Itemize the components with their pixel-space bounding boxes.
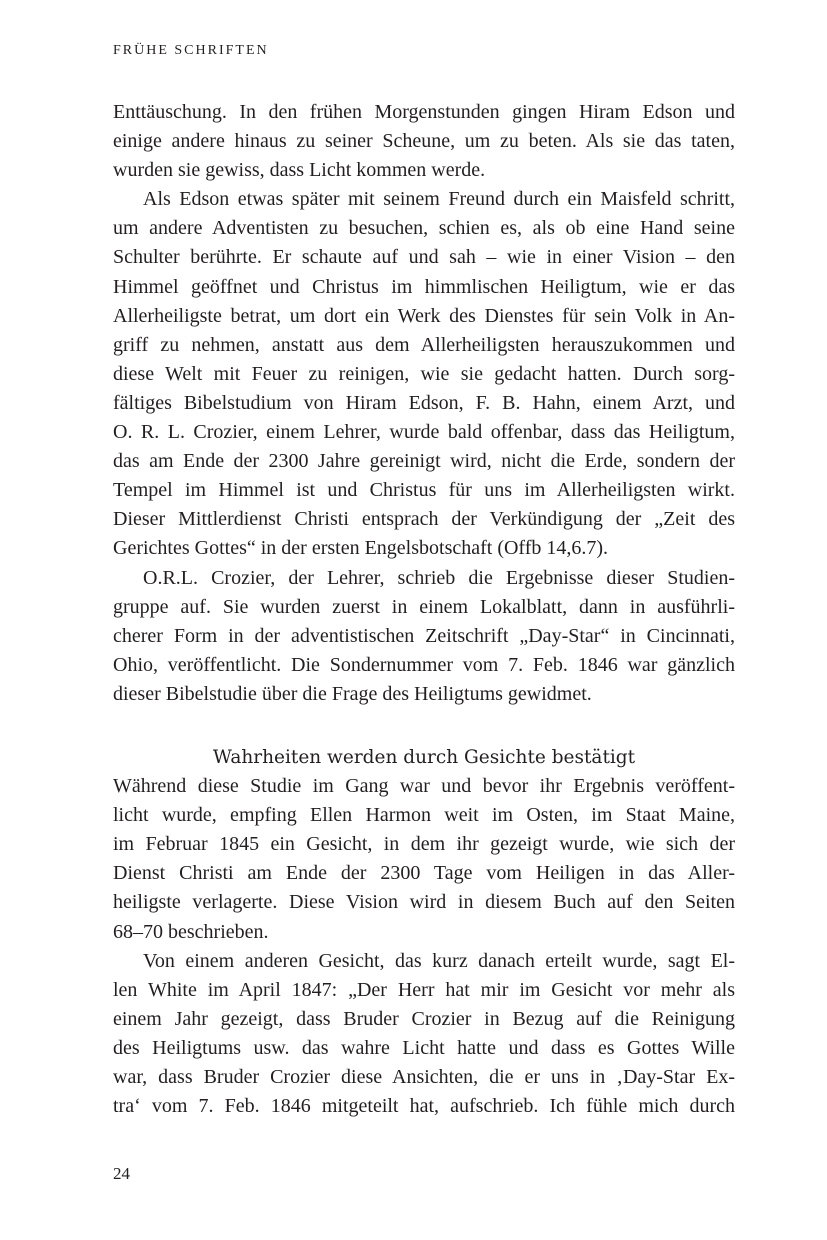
text-line: Tempel im Himmel ist und Christus für uns im Allerheiligsten wirkt. <box>113 479 735 502</box>
text-line: fältiges Bibelstudium von Hiram Edson, F. B. Hahn, einem Arzt, und <box>113 391 735 414</box>
text-line: tra‘ vom 7. Feb. 1846 mitgeteilt hat, aufschrieb. Ich fühle mich durch <box>113 1095 735 1118</box>
text-line: im Februar 1845 ein Gesicht, in dem ihr gezeigt wurde, wie sich der <box>113 833 735 856</box>
text-line: Als Edson etwas später mit seinem Freund durch ein Maisfeld schritt, <box>143 188 735 211</box>
text-line: wurden sie gewiss, dass Licht kommen werde. <box>113 159 486 182</box>
text-line: des Heiligtums usw. das wahre Licht hatte und dass es Gottes Wille <box>113 1036 735 1059</box>
text-line: das am Ende der 2300 Jahre gereinigt wird, nicht die Erde, sondern der <box>113 450 735 473</box>
paragraph-3 <box>113 564 735 709</box>
text-line: O.R.L. Crozier, der Lehrer, schrieb die Ergebnisse dieser Studien- <box>143 566 735 589</box>
text-line: um andere Adventisten zu besuchen, schien es, als ob eine Hand seine <box>113 217 735 240</box>
paragraph-2 <box>113 185 735 563</box>
text-line: Während diese Studie im Gang war und bevor ihr Ergebnis veröffent- <box>113 775 735 798</box>
paragraph-5 <box>113 947 735 1122</box>
paragraph-4 <box>113 772 735 947</box>
text-line: war, dass Bruder Crozier diese Ansichten, die er uns in ‚Day-Star Ex- <box>113 1066 735 1088</box>
text-line: O. R. L. Crozier, einem Lehrer, wurde bald offenbar, dass das Heiligtum, <box>113 421 735 444</box>
text-line: licht wurde, empfing Ellen Harmon weit im Osten, im Staat Maine, <box>113 804 735 827</box>
text-line: cherer Form in der adventistischen Zeitschrift „Day-Star“ in Cincinnati, <box>113 624 735 647</box>
text-line: Schulter berührte. Er schaute auf und sah – wie in einer Vision – den <box>113 246 735 269</box>
text-line: Dienst Christi am Ende der 2300 Tage vom Heiligen in das Aller- <box>113 862 735 885</box>
text-line: einige andere hinaus zu seiner Scheune, um zu beten. Als sie das taten, <box>113 130 735 153</box>
text-line: griff zu nehmen, anstatt aus dem Allerheiligsten herauszukommen und <box>113 333 735 356</box>
text-line: heiligste verlagerte. Diese Vision wird in diesem Buch auf den Seiten <box>113 891 735 914</box>
text-line: dieser Bibelstudie über die Frage des Heiligtums gewidmet. <box>113 682 592 705</box>
text-line: einem Jahr gezeigt, dass Bruder Crozier in Bezug auf die Reinigung <box>113 1007 735 1030</box>
text-line: Enttäuschung. In den frühen Morgenstunden gingen Hiram Edson und <box>113 101 735 123</box>
text-line: Allerheiligste betrat, um dort ein Werk des Dienstes für sein Volk in An- <box>113 304 735 327</box>
text-line: len White im April 1847: „Der Herr hat mir im Gesicht vor mehr als <box>113 978 735 1001</box>
section-heading: Wahrheiten werden durch Gesichte bestätigt <box>212 746 636 768</box>
text-line: Gerichtes Gottes“ in der ersten Engelsbotschaft (Offb 14,6.7). <box>113 537 609 560</box>
running-head: FRÜHE SCHRIFTEN <box>113 43 269 58</box>
text-line: 68–70 beschrieben. <box>113 920 269 943</box>
text-line: gruppe auf. Sie wurden zuerst in einem Lokalblatt, dann in ausführli- <box>113 595 735 618</box>
text-line: Ohio, veröffentlicht. Die Sondernummer vom 7. Feb. 1846 war gänzlich <box>113 653 735 676</box>
paragraph-1 <box>113 98 735 185</box>
body-text <box>113 98 735 1121</box>
text-line: diese Welt mit Feuer zu reinigen, wie sie gedacht hatten. Durch sorg- <box>113 362 735 385</box>
text-line: Himmel geöffnet und Christus im himmlischen Heiligtum, wie er das <box>113 275 735 298</box>
text-line: Von einem anderen Gesicht, das kurz danach erteilt wurde, sagt El- <box>143 949 735 972</box>
page-number: 24 <box>113 1164 130 1183</box>
text-line: Dieser Mittlerdienst Christi entsprach der Verkündigung der „Zeit des <box>113 508 735 531</box>
